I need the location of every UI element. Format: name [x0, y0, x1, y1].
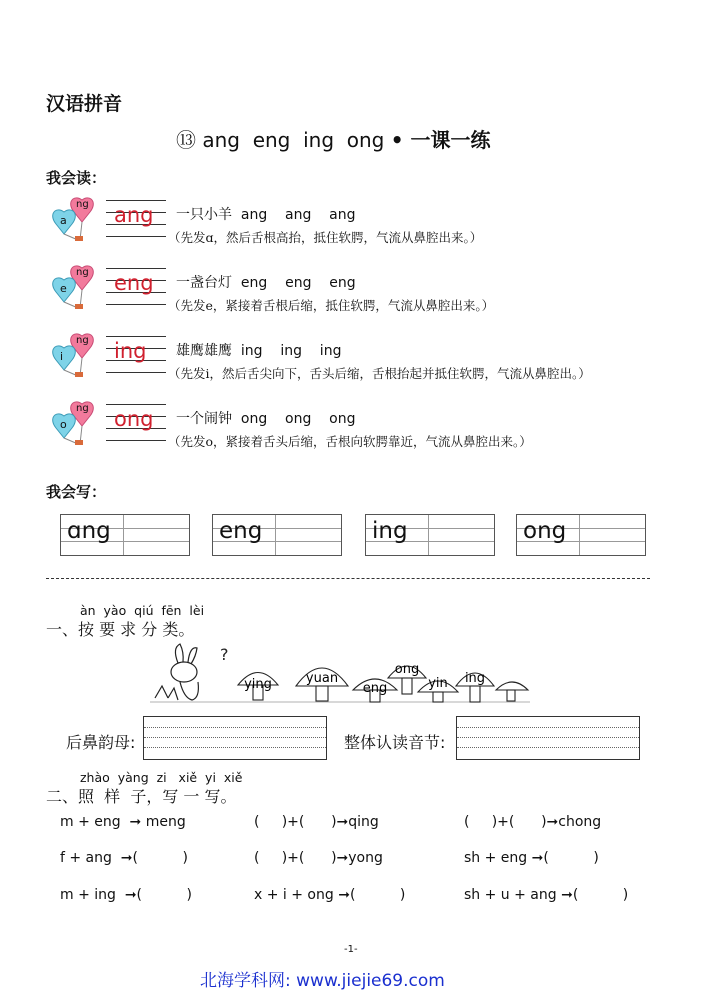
lesson-number: ⑬ — [176, 128, 196, 152]
q1-label: 一、按 要 求 分 类。 — [46, 620, 195, 639]
balloon-right-text: ng — [76, 335, 89, 346]
box2-label: 整体认读音节: — [344, 733, 446, 752]
write-heading: 我会写： — [46, 483, 107, 501]
exercise-item[interactable]: x + i + ong ➞( ) — [254, 887, 406, 903]
balloon-icon — [44, 332, 104, 378]
balloon-left-text: o — [60, 418, 67, 431]
balloon-right-text: ng — [76, 403, 89, 414]
write-box-text: ing — [372, 518, 408, 544]
balloon-pair — [44, 332, 104, 378]
write-box-text: eng — [219, 518, 263, 544]
write-box-text: ɑng — [67, 518, 111, 544]
exercise-item[interactable]: ( )+( )➞chong — [464, 814, 602, 830]
answer-box-back-nasal[interactable] — [143, 716, 327, 760]
balloon-right-text: ng — [76, 199, 89, 210]
final-red: ong — [114, 407, 154, 431]
rabbit-illustration — [155, 644, 229, 700]
q2-pinyin: zhào yàng zi xiě yi xiě — [80, 770, 243, 785]
box1-label: 后鼻韵母: — [66, 733, 136, 752]
word-reading: ang ang ang — [240, 207, 356, 223]
exercise-item[interactable]: sh + u + ang ➞( ) — [464, 887, 629, 903]
mushroom-label-ing: ing — [464, 671, 486, 686]
cut-line — [46, 578, 650, 579]
q1-pinyin: àn yào qiú fēn lèi — [80, 603, 205, 618]
balloon-left-text: i — [60, 350, 64, 363]
word-text: 雄鹰雄鹰 — [176, 343, 232, 359]
balloon-pair — [44, 400, 104, 446]
final-red: ang — [114, 203, 154, 227]
answer-box-whole-syllable[interactable] — [456, 716, 640, 760]
balloon-pair — [44, 264, 104, 310]
balloon-pair — [44, 196, 104, 242]
final-red: ing — [114, 339, 147, 363]
example-word — [176, 408, 355, 428]
balloon-icon — [44, 264, 104, 310]
write-box-ing[interactable] — [365, 514, 495, 556]
example-word — [176, 340, 341, 360]
mushroom-label-yuan: yuan — [305, 671, 339, 686]
q2-label: 二、照 样 子，写 一 写。 — [46, 787, 237, 806]
mushroom-label-eng: eng — [362, 681, 388, 696]
balloon-left-text: a — [60, 214, 67, 227]
word-text: 一个闹钟 — [176, 411, 232, 427]
word-text: 一只小羊 — [176, 207, 232, 223]
exercise-item[interactable]: ( )+( )➞qing — [254, 814, 379, 830]
balloon-icon — [44, 400, 104, 446]
exercise-item[interactable]: m + eng ➞ meng — [60, 814, 186, 830]
write-box-ong[interactable] — [516, 514, 646, 556]
word-reading: eng eng eng — [240, 275, 356, 291]
write-box-text: ong — [523, 518, 567, 544]
balloon-icon — [44, 196, 104, 242]
pronunciation-note: （先发ɑ，然后舌根高抬，抵住软腭，气流从鼻腔出来。） — [168, 230, 483, 245]
word-text: 一盏台灯 — [176, 275, 232, 291]
exercise-item[interactable]: f + ang ➞( ) — [60, 850, 188, 866]
pronunciation-note: （先发o，紧接着舌头后缩，舌根向软腭靠近，气流从鼻腔出来。） — [168, 434, 532, 449]
balloon-left-text: e — [60, 282, 67, 295]
read-heading: 我会读： — [46, 169, 107, 187]
final-red: eng — [114, 271, 154, 295]
mushroom-label-yin: yin — [428, 676, 448, 691]
lesson-title — [176, 124, 490, 153]
example-word — [176, 204, 356, 224]
subject-heading: 汉语拼音 — [46, 93, 123, 115]
example-word — [176, 272, 356, 292]
exercise-item[interactable]: m + ing ➞( ) — [60, 887, 192, 903]
mushroom-label-ying: ying — [244, 677, 272, 692]
mushroom-label-ong: ong — [394, 662, 420, 677]
lesson-suffix: • 一课一练 — [390, 128, 491, 152]
footer-site[interactable]: 北海学科网: www.jiejie69.com — [200, 971, 445, 991]
pronunciation-note: （先发i，然后舌尖向下，舌头后缩，舌根抬起并抵住软腭，气流从鼻腔出。） — [168, 366, 591, 381]
exercise-item[interactable]: ( )+( )➞yong — [254, 850, 383, 866]
mushroom-illustration — [150, 640, 540, 708]
word-reading: ing ing ing — [240, 343, 342, 359]
page-number: -1- — [344, 944, 358, 955]
write-box-eng[interactable] — [212, 514, 342, 556]
word-reading: ong ong ong — [240, 411, 356, 427]
write-box-ang[interactable] — [60, 514, 190, 556]
balloon-right-text: ng — [76, 267, 89, 278]
lesson-finals: ang eng ing ong — [202, 128, 385, 152]
svg-text:?: ? — [220, 645, 229, 664]
pronunciation-note: （先发e，紧接着舌根后缩，抵住软腭，气流从鼻腔出来。） — [168, 298, 495, 313]
exercise-item[interactable]: sh + eng ➞( ) — [464, 850, 599, 866]
